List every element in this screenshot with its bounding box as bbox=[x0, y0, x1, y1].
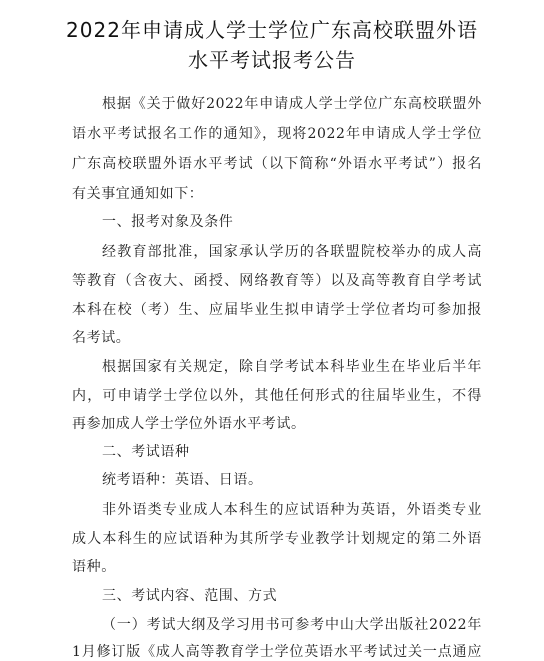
section-heading-1: 一、报考对象及条件 bbox=[102, 214, 234, 230]
paragraph-line: 根据《关于做好2022年申请成人学士学位广东高校联盟外 bbox=[102, 96, 482, 112]
paragraph-line: 等教育（含夜大、函授、网络教育等）以及高等教育自学考试 bbox=[72, 273, 482, 289]
section-heading-3: 三、考试内容、范围、方式 bbox=[102, 588, 278, 604]
paragraph-line: （一）考试大纲及学习用书可参考中山大学出版社2022年 bbox=[102, 617, 482, 633]
paragraph-line: 根据国家有关规定，除自学考试本科毕业生在毕业后半年 bbox=[102, 359, 482, 375]
paragraph-line: 再参加成人学士学位外语水平考试。 bbox=[72, 416, 306, 432]
document-title-line-1: 2022年申请成人学士学位广东高校联盟外语 bbox=[66, 18, 478, 42]
paragraph-line: 经教育部批准，国家承认学历的各联盟院校举办的成人高 bbox=[102, 244, 482, 260]
paragraph-line: 内，可申请学士学位以外，其他任何形式的往届毕业生，不得 bbox=[72, 388, 482, 404]
section-heading-2: 二、考试语种 bbox=[102, 444, 190, 460]
paragraph-line: 本科在校（考）生、应届毕业生拟申请学士学位者均可参加报 bbox=[72, 302, 482, 318]
paragraph-line: 语水平考试报名工作的通知》，现将2022年申请成人学士学位 bbox=[72, 126, 482, 142]
paragraph-line: 有关事宜通知如下： bbox=[72, 186, 204, 202]
document-title-line-2: 水平考试报考公告 bbox=[188, 48, 356, 72]
paragraph-line: 名考试。 bbox=[72, 330, 131, 346]
paragraph-line: 广东高校联盟外语水平考试（以下简称“外语水平考试”）报名 bbox=[72, 156, 482, 172]
paragraph-line: 1月修订版《成人高等教育学士学位英语水平考试过关一点通应 bbox=[72, 644, 482, 660]
paragraph-line: 语种。 bbox=[72, 559, 116, 575]
paragraph-line: 非外语类专业成人本科生的应试语种为英语，外语类专业 bbox=[102, 502, 482, 518]
paragraph-line: 统考语种：英语、日语。 bbox=[102, 472, 263, 488]
paragraph-line: 成人本科生的应试语种为其所学专业教学计划规定的第二外语 bbox=[72, 531, 482, 547]
